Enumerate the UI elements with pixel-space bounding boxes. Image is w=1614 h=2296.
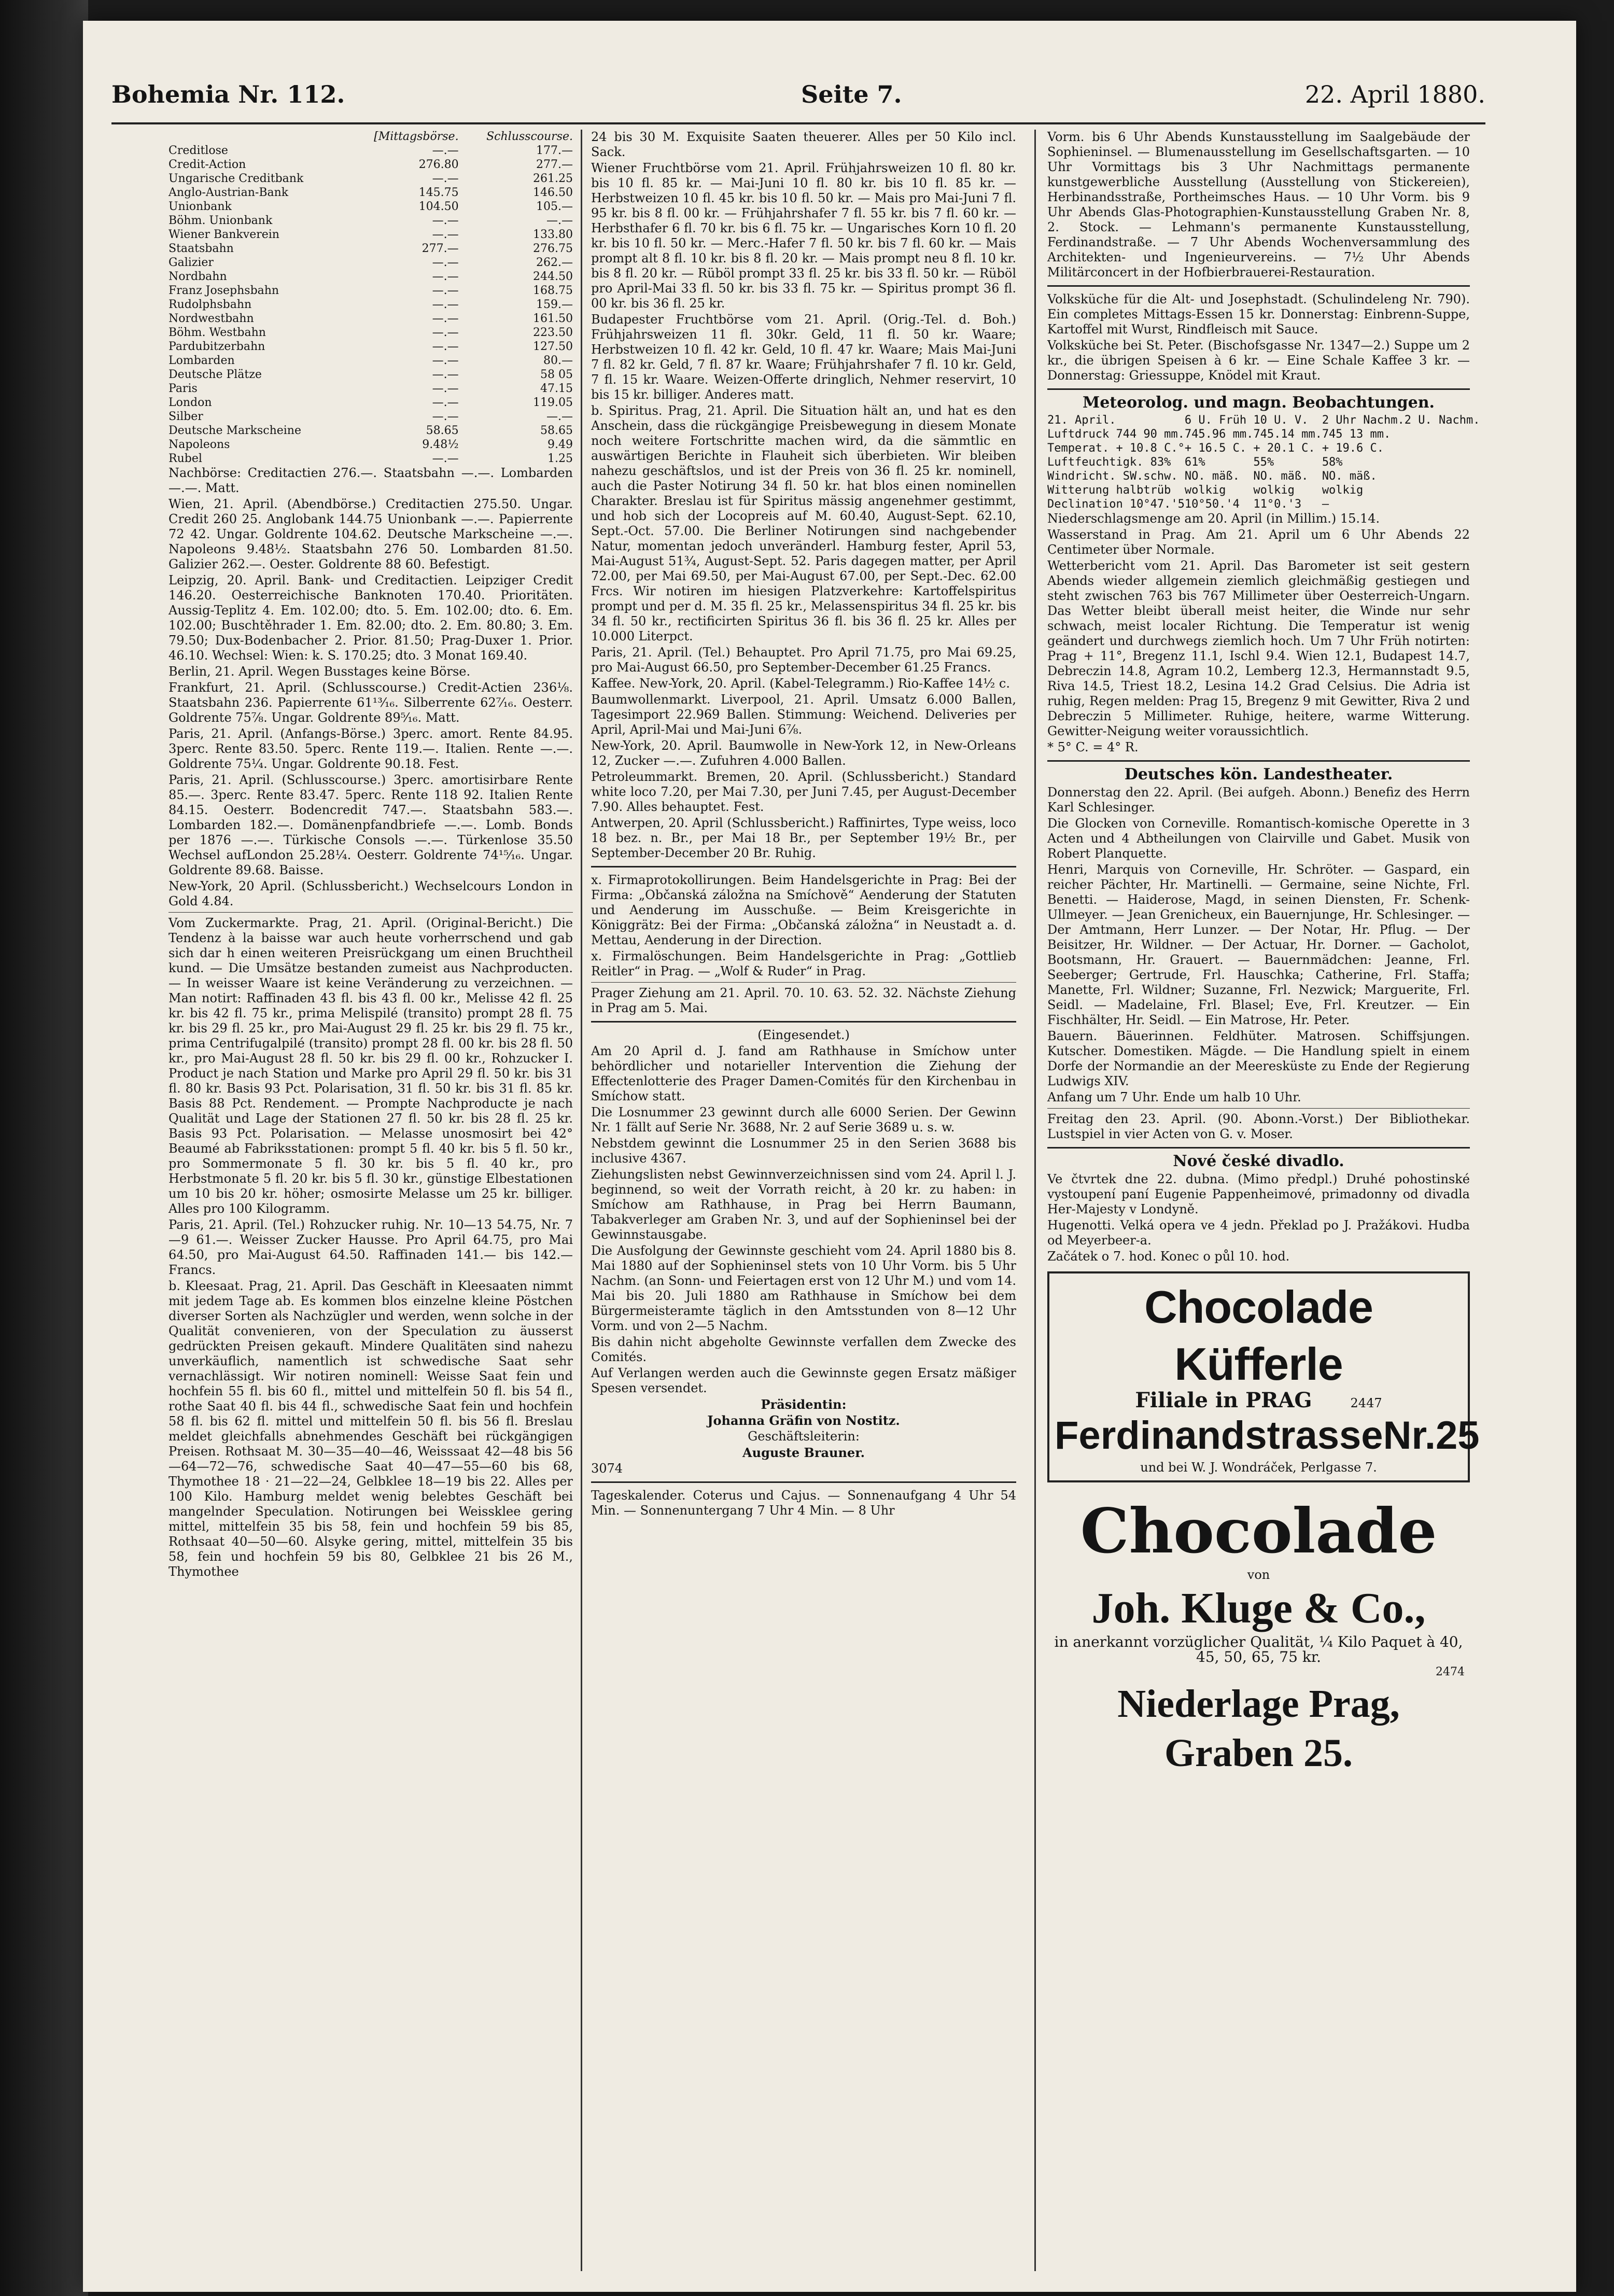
paragraph: Paris, 21. April. (Anfangs-Börse.) 3perc. amort. Rente 84.95. 3perc. Rente 83.50. 5perc. Rente 119.—. Italien. Rente —.—. Goldrente 75¼. Ungar. Goldrente 90.18. Fest. bbox=[169, 726, 573, 771]
paragraph: Paris, 21. April. (Tel.) Rohzucker ruhig. Nr. 10—13 54.75, Nr. 7—9 61.—. Weisser Zucker Hausse. Pro April 64.75, pro Mai 64.50, pro Mai-August 64.50. Raffinaden 141.— bis 142.— Francs. bbox=[169, 1217, 573, 1277]
weather-cell: Luftdruck 744 90 mm. bbox=[1047, 428, 1185, 441]
paragraph: Ziehungslisten nebst Gewinnverzeichnissen sind vom 24. April l. J. beginnend, so weit der Vorrath reicht, à 20 kr. zu haben: in Smíchow am Rathhause, in Prag bei Herrn Baumann, Tabakverleger am Graben Nr. 3, und auf der Sophieninsel bei der Gewinnstausgabe. bbox=[591, 1167, 1016, 1242]
weather-cell: 58% bbox=[1322, 456, 1343, 469]
paragraph: Auf Verlangen werden auch die Gewinnste gegen Ersatz mäßiger Spesen versendet. bbox=[591, 1366, 1016, 1395]
paragraph: Začátek o 7. hod. Konec o půl 10. hod. bbox=[1047, 1249, 1290, 1264]
stock-name: Creditlose bbox=[169, 144, 228, 157]
weather-cell: Windricht. SW.schw. bbox=[1047, 470, 1178, 483]
divider bbox=[591, 1021, 1016, 1023]
section-heading: (Eingesendet.) bbox=[757, 1028, 850, 1042]
table-row bbox=[169, 270, 573, 284]
stock-name: Pardubitzerbahn bbox=[169, 340, 265, 353]
stock-value: 276.80 bbox=[418, 158, 459, 171]
divider bbox=[169, 912, 573, 913]
signature-label: Präsidentin: bbox=[761, 1397, 847, 1412]
stock-value: —.— bbox=[432, 284, 459, 297]
stock-value: —.— bbox=[432, 298, 459, 311]
paragraph: Volksküche bei St. Peter. (Bischofsgasse Nr. 1347—2.) Suppe um 2 kr., die übrigen Speisen à 6 kr. — Eine Schale Kaffee 3 kr. — Donnerstag: Griessuppe, Knödel mit Kraut. bbox=[1047, 338, 1470, 383]
column-2 bbox=[591, 130, 1016, 1519]
paragraph: b. Kleesaat. Prag, 21. April. Das Geschäft in Kleesaaten nimmt mit jedem Tage ab. Es kommen blos einzelne kleine Pöstchen diverser Sorten als Nachzügler und werden, wenn solche in der Qualität convenieren, von der Speculation zu äusserst gedrückten Preisen gekauft. Mindere Qualitäten sind nahezu unverkäuflich, namentlich ist schwedische Saat sehr vernachlässigt. Wir notiren nominell: Weisse Saat fein und hochfein 55 fl. bis 60 fl., mittel und mittelfein 50 fl. bis 54 fl., rothe Saat 40 fl. bis 44 fl., schwedische Saat fein und hochfein 58 fl. bis 62 fl. mittel und mittelfein 50 fl. bis 56 fl. Breslau meldet gleichfalls abnehmendes Geschäft bei rückgängigen Preisen. Rothsaat M. 30—35—40—46, Weisssaat 42—48 bis 56—64—72—76, schwedische Saat 40—47—55—60 bis 68, Thymothee 18 · 21—22—24, Gelbklee 18—19 bis 22. Alles per 100 Kilo. Hamburg meldet wenig belebtes Geschäft bei mangelnder Speculation. Notirungen bei Weissklee gering mittel, mittelfein 35 bis 58, fein und hochfein 59 bis 85, Rothsaat 40—50—60. Alsyke gering, mittel, mittelfein 35 bis 58, fein und hochfein 59 bis 80, Gelbklee 21 bis 26 M., Thymothee bbox=[169, 1279, 573, 1579]
stock-value: —.— bbox=[546, 410, 573, 423]
weather-cell: wolkig bbox=[1322, 484, 1364, 497]
table-row bbox=[1047, 497, 1480, 511]
ad-number: 2447 bbox=[1350, 1396, 1382, 1410]
table-row bbox=[169, 200, 573, 214]
stock-name: Paris bbox=[169, 382, 198, 395]
stock-value: 58.65 bbox=[426, 424, 459, 437]
paragraph: Wetterbericht vom 21. April. Das Barometer ist seit gestern Abends wieder allgemein ziemlich gleichmäßig gestiegen und steht zwischen 763 bis 767 Millimeter über Oesterreich-Ungarn. Das Wetter bleibt überall meist heiter, die Winde nur sehr schwach, meist localer Richtung. Die Temperatur ist wenig geändert und durchwegs ziemlich hoch. Um 7 Uhr Früh notirten: Prag + 11°, Bregenz 11.1, Ischl 9.4. Wien 12.1, Budapest 14.7, Debreczin 14.8, Agram 10.2, Lemberg 12.3, Hermannstadt 9.5, Riva 14.5, Triest 18.2, Lesina 14.2 Grad Celsius. Die Adria ist ruhig, Regen melden: Prag 15, Bregenz 9 mit Gewitter, Riva 2 und Debreczin 5 Millimeter. Ruhige, heitere, warme Witterung. Gewitter-Neigung weiter voraussichtlich. bbox=[1047, 558, 1470, 738]
stock-value: 276.75 bbox=[533, 242, 573, 255]
paragraph: Petroleummarkt. Bremen, 20. April. (Schlussbericht.) Standard white loco 7.20, per Mai 7.30, per Juni 7.45, per August-December 7.90. Alles behauptet. Fest. bbox=[591, 769, 1016, 814]
paragraph: Henri, Marquis von Corneville, Hr. Schröter. — Gaspard, ein reicher Pächter, Hr. Martinelli. — Germaine, seine Nichte, Frl. Benetti. — Haiderose, Magd, in seinen Diensten, Fr. Schenk-Ullmeyer. — Jean Grenicheux, ein Bauernjunge, Hr. Schlesinger. — Der Amtmann, Herr Lunzer. — Der Notar, Hr. Pflug. — Der Beisitzer, Hr. Wildner. — Der Actuar, Hr. Dorner. — Gacholot, Bootsmann, Hr. Grauert. — Bauernmädchen: Jeanne, Frl. Seeberger; Gertrude, Frl. Hauschka; Catherine, Frl. Staffa; Manette, Frl. Wildner; Suzanne, Frl. Nezwick; Marguerite, Frl. Seidl. — Madelaine, Frl. Blasel; Eve, Frl. Kreutzer. — Ein Fischhälter, Hr. Seidl. — Ein Matrose, Hr. Peter. bbox=[1047, 862, 1470, 1027]
paragraph: Paris, 21. April. (Tel.) Behauptet. Pro April 71.75, pro Mai 69.25, pro Mai-August 66.50, pro September-December 61.25 Francs. bbox=[591, 645, 1016, 675]
stock-value: 58 05 bbox=[540, 368, 573, 381]
stock-name: Ungarische Creditbank bbox=[169, 172, 304, 185]
stock-value: —.— bbox=[432, 354, 459, 367]
paragraph: New-York, 20 April. (Schlussbericht.) Wechselcours London in Gold 4.84. bbox=[169, 879, 573, 908]
paragraph: Frankfurt, 21. April. (Schlusscourse.) Credit-Actien 236⅛. Staatsbahn 236. Papierrente 61¹³⁄₁₆. Silberrente 62⁷⁄₁₆. Oesterr. Goldrente 75⅞. Ungar. Goldrente 89⁵⁄₁₆. Matt. bbox=[169, 680, 573, 725]
stock-value: —.— bbox=[546, 214, 573, 227]
table-row bbox=[169, 340, 573, 354]
section-heading: Meteorolog. und magn. Beobachtungen. bbox=[1083, 394, 1435, 412]
weather-cell: wolkig bbox=[1253, 484, 1295, 497]
weather-head: 6 U. Früh bbox=[1184, 414, 1247, 427]
stock-name: Napoleons bbox=[169, 438, 230, 451]
table-row bbox=[1047, 427, 1480, 441]
paragraph: Freitag den 23. April. (90. Abonn.-Vorst.) Der Bibliothekar. Lustspiel in vier Acten von G. v. Moser. bbox=[1047, 1112, 1470, 1141]
stock-name: Böhm. Unionbank bbox=[169, 214, 273, 227]
stock-value: —.— bbox=[432, 396, 459, 409]
stock-name: Nordwestbahn bbox=[169, 312, 254, 325]
paragraph: Nebstdem gewinnt die Losnummer 25 in den Serien 3688 bis inclusive 4367. bbox=[591, 1136, 1016, 1166]
divider bbox=[1047, 1147, 1470, 1149]
paragraph: Wien, 21. April. (Abendbörse.) Creditactien 275.50. Ungar. Credit 260 25. Anglobank 144.75 Unionbank —.—. Papierrente 72 42. Ungar. Goldrente 104.62. Deutsche Markscheine —.—. Napoleons 9.48½. Staatsbahn 276 50. Lombarden 81.50. Galizier 262.—. Oester. Goldrente 88 60. Befestigt. bbox=[169, 497, 573, 571]
advertisement-kufferle bbox=[1047, 1271, 1480, 1482]
column-3 bbox=[1047, 130, 1480, 1783]
weather-cell: NO. mäß. bbox=[1184, 470, 1240, 483]
advertisement-kluge bbox=[1047, 1490, 1470, 1783]
ad-text: in anerkannt vorzüglicher Qualität, ¼ Kilo Paquet à 40, 45, 50, 65, 75 kr. bbox=[1054, 1633, 1463, 1665]
table-row bbox=[169, 186, 573, 200]
section-heading: Deutsches kön. Landestheater. bbox=[1124, 765, 1393, 783]
weather-head: 21. April. bbox=[1047, 414, 1116, 427]
ad-number: 3074 bbox=[591, 1461, 623, 1476]
weather-cell: 745 13 mm. bbox=[1322, 428, 1391, 441]
weather-cell: Luftfeuchtigk. 83% bbox=[1047, 456, 1171, 469]
column-divider bbox=[1034, 130, 1036, 2271]
table-row bbox=[169, 326, 573, 340]
signature-label: Geschäftsleiterin: bbox=[748, 1429, 860, 1444]
paragraph: Die Ausfolgung der Gewinnste geschieht vom 24. April 1880 bis 8. Mai 1880 auf der Sophieninsel stets von 10 Uhr Vorm. bis 5 Uhr Nachm. (an Sonn- und Feiertagen erst von 12 Uhr M.) und vom 14. Mai bis 20. Juli 1880 am Rathhause in Smíchow bei dem Bürgermeisteramte täglich in den Amtsstunden von 8—12 Uhr Vorm. und von 2—5 Nachm. bbox=[591, 1243, 1016, 1333]
stock-value: 145.75 bbox=[418, 186, 459, 199]
table-row bbox=[1047, 469, 1480, 483]
table-row bbox=[169, 424, 573, 438]
weather-cell: Witterung halbtrüb bbox=[1047, 484, 1171, 497]
table-row bbox=[1047, 441, 1480, 455]
paragraph: 24 bis 30 M. Exquisite Saaten theuerer. Alles per 50 Kilo incl. Sack. bbox=[591, 130, 1016, 159]
column-1 bbox=[169, 130, 573, 1580]
signature: Johanna Gräfin von Nostitz. bbox=[707, 1413, 900, 1428]
paragraph: Leipzig, 20. April. Bank- und Creditactien. Leipziger Credit 146.20. Oesterreichische Banknoten 170.40. Prioritäten. Aussig-Teplitz 4. Em. 102.00; dto. 5. Em. 102.00; dto. 6. Em. 102.00; Buschtěhrader 1. Em. 82.00; dto. 2. Em. 80.80; 3. Em. 79.50; Dux-Bodenbacher 2. Prior. 81.50; Prag-Duxer 1. Prior. 46.10. Wechsel: Wien: k. S. 170.25; dto. 3 Monat 169.40. bbox=[169, 573, 573, 663]
weather-cell: 745.14 mm. bbox=[1253, 428, 1322, 441]
weather-cell: + 16.5 C. bbox=[1184, 442, 1247, 455]
stock-value: 262.— bbox=[536, 256, 573, 269]
stock-value: 127.50 bbox=[533, 340, 573, 353]
stock-name: Deutsche Plätze bbox=[169, 368, 262, 381]
paragraph: Nachbörse: Creditactien 276.—. Staatsbahn —.—. Lombarden —.—. Matt. bbox=[169, 466, 573, 495]
stock-value: 223.50 bbox=[533, 326, 573, 339]
paragraph: b. Spiritus. Prag, 21. April. Die Situation hält an, und hat es den Anschein, dass die rückgängige Preisbewegung in diesem Monate noch weitere Fortschritte machen wird, da die sämmtlic en auswärtigen Berichte in Flauheit sich überbieten. Wir bleiben nahezu geschäftslos, und ist der Preis von 36 fl. 25 kr. nominell, auch die Paster Notirung 34 fl. 50 kr. hat blos einen nominellen Charakter. Breslau ist für Spiritus mässig angenehmer gestimmt, und hob sich der Locopreis auf M. 60.40, August-Sept. 62.10, Sept.-Oct. 57.00. Die Berliner Notirungen sind nachgebender Natur, momentan jedoch unveränderl. Hamburg fester, April 53, Mai-August 51¾, August-Sept. 52. Paris dagegen matter, per April 72.00, per Mai 69.50, per Mai-August 67.00, per Sept.-Dec. 62.00 Frcs. Wir notiren im hiesigen Platzverkehre: Kartoffelspiritus prompt und per d. M. 35 fl. 25 kr., Melassenspiritus 34 fl. 25 kr. bis 34 fl. 50 kr., rectificirten Spiritus 36 fl. bis 36 fl. 25 kr. Alles per 10.000 Literpct. bbox=[591, 403, 1016, 643]
weather-table bbox=[1047, 413, 1480, 511]
weather-head: 2 Uhr Nachm. bbox=[1322, 414, 1405, 427]
divider bbox=[1047, 760, 1470, 762]
stock-value: —.— bbox=[432, 172, 459, 185]
weather-cell: NO. mäß. bbox=[1322, 470, 1377, 483]
header-rule bbox=[111, 122, 1485, 124]
paragraph: Wasserstand in Prag. Am 21. April um 6 Uhr Abends 22 Centimeter über Normale. bbox=[1047, 527, 1470, 557]
stock-value: 146.50 bbox=[533, 186, 573, 199]
weather-cell: wolkig bbox=[1184, 484, 1226, 497]
ad-title: Chocolade Küfferle bbox=[1144, 1281, 1373, 1390]
table-row bbox=[1047, 413, 1480, 427]
stock-value: 58.65 bbox=[540, 424, 573, 437]
weather-cell: 55% bbox=[1253, 456, 1274, 469]
paragraph: Kaffee. New-York, 20. April. (Kabel-Telegramm.) Rio-Kaffee 14½ c. bbox=[591, 676, 1010, 691]
table-head: Schlusscourse. bbox=[486, 130, 573, 143]
table-row bbox=[169, 438, 573, 452]
stock-value: —.— bbox=[432, 326, 459, 339]
ad-title: Chocolade bbox=[1080, 1495, 1437, 1567]
table-row bbox=[169, 284, 573, 298]
stock-value: 104.50 bbox=[418, 200, 459, 213]
table-row bbox=[169, 256, 573, 270]
stock-value: 119.05 bbox=[533, 396, 573, 409]
weather-cell: 10°50.'4 bbox=[1184, 498, 1240, 511]
weather-cell: — bbox=[1322, 498, 1329, 511]
table-row bbox=[169, 382, 573, 396]
issue-date: 22. April 1880. bbox=[1304, 80, 1485, 108]
stock-name: Deutsche Markscheine bbox=[169, 424, 301, 437]
weather-head: 2 U. Nachm. bbox=[1404, 414, 1480, 427]
paragraph: Hugenotti. Velká opera ve 4 jedn. Překlad po J. Pražákovi. Hudba od Meyerbeer-a. bbox=[1047, 1218, 1470, 1248]
weather-cell: Declination 10°47.'5 bbox=[1047, 498, 1185, 511]
weather-cell: + 19.6 C. bbox=[1322, 442, 1384, 455]
paragraph: Bauern. Bäuerinnen. Feldhüter. Matrosen. Schiffsjungen. Kutscher. Domestiken. Mägde. — Die Handlung spielt in einem Dorfe der Normandie an der Meeresküste zu Ende der Regierung Ludwigs XIV. bbox=[1047, 1029, 1470, 1088]
stock-name: Silber bbox=[169, 410, 203, 423]
paragraph: Prager Ziehung am 21. April. 70. 10. 63. 52. 32. Nächste Ziehung in Prag am 5. Mai. bbox=[591, 986, 1016, 1015]
weather-head: 10 U. V. bbox=[1253, 414, 1309, 427]
stock-value: 244.50 bbox=[533, 270, 573, 283]
stock-name: Credit-Action bbox=[169, 158, 246, 171]
paragraph: Budapester Fruchtbörse vom 21. April. (Orig.-Tel. d. Boh.) Frühjahrsweizen 11 fl. 30kr. Geld, 11 fl. 50 kr. Waare; Herbstweizen 10 fl. 42 kr. Geld, 10 fl. 47 kr. Waare; Mais Mai-Juni 7 fl. 82 kr. Geld, 7 fl. 87 kr. Waare; Frühjahrshafer 7 fl. 10 kr. Geld, 7 fl. 15 kr. Waare. Weizen-Offerte dringlich, Nehmer reservirt, 10 bis 15 kr. billiger. Anderes matt. bbox=[591, 312, 1016, 402]
weather-cell: Temperat. + 10.8 C.° bbox=[1047, 442, 1185, 455]
stock-name: Galizier bbox=[169, 256, 214, 269]
stock-name: Böhm. Westbahn bbox=[169, 326, 266, 339]
scan-edge bbox=[0, 0, 88, 2296]
stock-value: 277.— bbox=[422, 242, 459, 255]
table-row bbox=[169, 228, 573, 242]
page-number: Seite 7. bbox=[801, 80, 902, 108]
page-header bbox=[111, 75, 1485, 122]
paragraph: Wiener Fruchtbörse vom 21. April. Frühjahrsweizen 10 fl. 80 kr. bis 10 fl. 85 kr. — Mai-Juni 10 fl. 80 kr. bis 10 fl. 85 kr. — Herbstweizen 10 fl. 45 kr. bis 10 fl. 50 kr. — Mais pro Mai-Juni 7 fl. 95 kr. bis 8 fl. 00 kr. — Frühjahrshafer 7 fl. 55 kr. bis 7 fl. 60 kr. — Herbsthafer 6 fl. 70 kr. bis 6 fl. 75 kr. — Ungarisches Korn 10 fl. 20 kr. bis 10 fl. 50 kr. — Merc.-Hafer 7 fl. 50 kr. bis 7 fl. 60 kr. — Mais prompt alt 8 fl. 10 kr. bis 8 fl. 20 kr. — Mais prompt neu 8 fl. 10 kr. bis 8 fl. 20 kr. — Rüböl prompt 33 fl. 25 kr. bis 33 fl. 50 kr. — Rüböl pro April-Mai 33 fl. 50 kr. bis 33 fl. 75 kr. — Spiritus prompt 36 fl. 00 kr. bis 36 fl. 25 kr. bbox=[591, 161, 1016, 311]
ad-line bbox=[1055, 1388, 1463, 1412]
paragraph: Baumwollenmarkt. Liverpool, 21. April. Umsatz 6.000 Ballen, Tagesimport 22.969 Ballen. Stimmung: Weichend. Deliveries per April, April-Mai und Mai-Juni 6⅞. bbox=[591, 692, 1016, 737]
ad-firm: Joh. Kluge & Co., bbox=[1091, 1584, 1426, 1632]
stock-value: 159.— bbox=[536, 298, 573, 311]
stock-value: 277.— bbox=[536, 158, 573, 171]
table-row bbox=[169, 144, 573, 158]
stock-value: —.— bbox=[432, 382, 459, 395]
stock-table bbox=[169, 130, 573, 466]
table-row bbox=[169, 158, 573, 172]
table-row bbox=[169, 368, 573, 382]
paragraph: Antwerpen, 20. April (Schlussbericht.) Raffinirtes, Type weiss, loco 18 bez. n. Br., per Mai 18 Br., per September 19½ Br., per September-December 20 Br. Ruhig. bbox=[591, 816, 1016, 860]
stock-name: Unionbank bbox=[169, 200, 232, 213]
paragraph: Volksküche für die Alt- und Josephstadt. (Schulindeleng Nr. 790). Ein completes Mittags-Essen 15 kr. Donnerstag: Einbrenn-Suppe, Kartoffel mit Wurst, Rindfleisch mit Sauce. bbox=[1047, 292, 1470, 337]
stock-value: 9.48½ bbox=[422, 438, 459, 451]
divider bbox=[591, 866, 1016, 867]
divider bbox=[591, 982, 1016, 983]
table-row bbox=[169, 172, 573, 186]
stock-value: 105.— bbox=[536, 200, 573, 213]
paragraph: Ve čtvrtek dne 22. dubna. (Mimo předpl.) Druhé pohostinské vystoupení paní Eugenie Pappenheimové, primadonny od divadla Her-Majesty v Londyně. bbox=[1047, 1172, 1470, 1216]
paragraph: * 5° C. = 4° R. bbox=[1047, 740, 1139, 754]
table-row bbox=[1047, 483, 1480, 497]
ad-address: FerdinandstrasseNr.25 bbox=[1055, 1413, 1480, 1458]
stock-value: 1.25 bbox=[548, 452, 573, 465]
column-divider bbox=[581, 130, 582, 2271]
paragraph: New-York, 20. April. Baumwolle in New-York 12, in New-Orleans 12, Zucker —.—. Zufuhren 4.000 Ballen. bbox=[591, 738, 1016, 768]
stock-value: 261.25 bbox=[533, 172, 573, 185]
stock-name: Nordbahn bbox=[169, 270, 227, 283]
stock-value: —.— bbox=[432, 256, 459, 269]
divider bbox=[1047, 1108, 1470, 1109]
stock-value: —.— bbox=[432, 312, 459, 325]
table-row bbox=[169, 242, 573, 256]
divider bbox=[591, 1481, 1016, 1483]
stock-value: 168.75 bbox=[533, 284, 573, 297]
table-row bbox=[169, 410, 573, 424]
table-row bbox=[169, 452, 573, 466]
stock-value: —.— bbox=[432, 340, 459, 353]
ad-address: Niederlage Prag, Graben 25. bbox=[1117, 1682, 1400, 1775]
stock-value: —.— bbox=[432, 410, 459, 423]
stock-value: —.— bbox=[432, 270, 459, 283]
stock-name: Rudolphsbahn bbox=[169, 298, 252, 311]
ad-von: von bbox=[1247, 1567, 1270, 1582]
stock-value: 161.50 bbox=[533, 312, 573, 325]
table-row bbox=[1047, 455, 1480, 469]
section-heading: Nové české divadlo. bbox=[1173, 1152, 1344, 1170]
stock-value: —.— bbox=[432, 214, 459, 227]
paragraph: Niederschlagsmenge am 20. April (in Millim.) 15.14. bbox=[1047, 511, 1380, 526]
paragraph: Die Losnummer 23 gewinnt durch alle 6000 Serien. Der Gewinn Nr. 1 fällt auf Serie Nr. 3688, Nr. 2 auf Serie 3689 u. s. w. bbox=[591, 1105, 1016, 1135]
stock-value: 47.15 bbox=[540, 382, 573, 395]
stock-value: —.— bbox=[432, 144, 459, 157]
paragraph: Paris, 21. April. (Schlusscourse.) 3perc. amortisirbare Rente 85.—. 3perc. Rente 83.47. 5perc. Rente 118 92. Italien Rente 84.15. Oesterr. Bodencredit 747.—. Staatsbahn 583.—. Lombarden 182.—. Domänenpfandbriefe —.—. Lomb. Bonds per 1876 —.—. Türkische Consols —.—. Türkenlose 35.50 Wechsel aufLondon 25.28¼. Oesterr. Goldrente 74¹⁵⁄₁₆. Ungar. Goldrente 89.68. Baisse. bbox=[169, 773, 573, 877]
paragraph: Vom Zuckermarkte. Prag, 21. April. (Original-Bericht.) Die Tendenz à la baisse war auch heute vorherrschend und gab sich dar h einen weiteren Preisrückgang um einen Bruchtheil kund. — Die Umsätze bestanden zumeist aus Nachproducten. — In weisser Waare ist keine Veränderung zu verzeichnen. — Man notirt: Raffinaden 43 fl. bis 43 fl. 00 kr., Melisse 42 fl. 25 kr. bis 42 fl. 75 kr., prima Melispilé (transito) prompt 28 fl. 75 kr. bis 29 fl. 25 kr., pro Mai-August 29 fl. 25 kr. bis 29 fl. 75 kr., prima Centrifugalpilé (transito) prompt 28 fl. 00 kr. bis 28 fl. 50 kr., pro Mai-August 28 fl. 50 kr. bis 29 fl. 00 kr., Rohzucker I. Product je nach Station und Marke pro April 29 fl. 50 kr. bis 31 fl. 80 kr. Basis 93 Pct. Polarisation, 31 fl. 50 kr. bis 31 fl. 85 kr. Basis 88 Pct. Rendement. — Prompte Nachproducte je nach Qualität und Lage der Stationen 27 fl. 50 kr. bis 28 fl. 25 kr. Basis 93 Pct. Polarisation. — Melasse unosmosirt bei 42° Beaumé ab Fabriksstationen: prompt 5 fl. 40 kr. bis 5 fl. 50 kr., pro Sommermonate 5 fl. 30 kr. bis 5 fl. 40 kr., pro Herbstmonate 5 fl. 20 kr. bis 5 fl. 30 kr., günstige Elbestationen um 10 bis 20 kr. höher; osmosirte Melasse um 25 kr. billiger. Alles pro 100 Kilogramm. bbox=[169, 916, 573, 1216]
paragraph: Vorm. bis 6 Uhr Abends Kunstausstellung im Saalgebäude der Sophieninsel. — Blumenausstellung im Gesellschaftsgarten. — 10 Uhr Vormittags bis 3 Uhr Nachmittags permanente kunstgewerbliche Ausstellung (Ausstellung von Stickereien), Herbinandsstraße, Portheimsches Haus. — 10 Uhr Vorm. bis 9 Uhr Abends Glas-Photographien-Kunstausstellung Graben Nr. 8, 2. Stock. — Lehmann's permanente Kunstausstellung, Ferdinandstraße. — 7 Uhr Abends Wochenversammlung des Architekten- und Ingenieurvereins. — 7½ Uhr Abends Militärconcert in der Hofbierbrauerei-Restauration. bbox=[1047, 130, 1470, 279]
ad-branch: Filiale in PRAG bbox=[1135, 1388, 1312, 1412]
table-head: [Mittagsbörse. bbox=[374, 130, 459, 143]
stock-value: —.— bbox=[432, 452, 459, 465]
table-row bbox=[169, 214, 573, 228]
weather-cell: 61% bbox=[1184, 456, 1205, 469]
paragraph: x. Firmaprotokollirungen. Beim Handelsgerichte in Prag: Bei der Firma: „Občanská záložna na Smíchově“ Aenderung der Statuten und Aenderung im Ausschuße. — Beim Kreisgerichte in Königgrätz: Bei der Firma: „Občanská záložna“ in Neustadt a. d. Mettau, Aenderung in der Direction. bbox=[591, 873, 1016, 947]
weather-cell: 745.96 mm. bbox=[1184, 428, 1254, 441]
weather-cell: 11°0.'3 bbox=[1253, 498, 1302, 511]
stock-name: Anglo-Austrian-Bank bbox=[169, 186, 289, 199]
divider bbox=[1047, 285, 1470, 287]
signature: Auguste Brauner. bbox=[742, 1445, 865, 1460]
paragraph: Tageskalender. Coterus und Cajus. — Sonnenaufgang 4 Uhr 54 Min. — Sonnenuntergang 7 Uhr 4 Min. — 8 Uhr bbox=[591, 1488, 1016, 1518]
stock-value: —.— bbox=[432, 368, 459, 381]
paragraph: Anfang um 7 Uhr. Ende um halb 10 Uhr. bbox=[1047, 1090, 1301, 1104]
paragraph: Bis dahin nicht abgeholte Gewinnste verfallen dem Zwecke des Comités. bbox=[591, 1335, 1016, 1364]
paragraph: Berlin, 21. April. Wegen Busstages keine Börse. bbox=[169, 664, 471, 679]
stock-value: 133.80 bbox=[533, 228, 573, 241]
stock-name: Staatsbahn bbox=[169, 242, 234, 255]
stock-value: 177.— bbox=[536, 144, 573, 157]
table-row bbox=[169, 298, 573, 312]
paragraph: x. Firmalöschungen. Beim Handelsgerichte in Prag: „Gottlieb Reitler“ in Prag. — „Wolf & Ruder“ in Prag. bbox=[591, 949, 1016, 978]
stock-name: London bbox=[169, 396, 212, 409]
stock-value: —.— bbox=[432, 228, 459, 241]
table-row bbox=[169, 354, 573, 368]
stock-name: Lombarden bbox=[169, 354, 235, 367]
paragraph: Donnerstag den 22. April. (Bei aufgeh. Abonn.) Benefiz des Herrn Karl Schlesinger. bbox=[1047, 785, 1470, 815]
stock-value: 9.49 bbox=[548, 438, 573, 451]
table-row bbox=[169, 396, 573, 410]
masthead: Bohemia Nr. 112. bbox=[111, 80, 345, 108]
paragraph: Am 20 April d. J. fand am Rathhause in Smíchow unter behördlicher und notarieller Intervention die Ziehung der Effectenlotterie des Prager Damen-Comités für den Kirchenbau in Smíchow statt. bbox=[591, 1044, 1016, 1103]
stock-name: Franz Josephsbahn bbox=[169, 284, 279, 297]
stock-name: Rubel bbox=[169, 452, 202, 465]
stock-name: Wiener Bankverein bbox=[169, 228, 279, 241]
divider bbox=[1047, 388, 1470, 390]
weather-cell: NO. mäß. bbox=[1253, 470, 1309, 483]
ad-number: 2474 bbox=[1436, 1665, 1465, 1678]
paragraph: Die Glocken von Corneville. Romantisch-komische Operette in 3 Acten und 4 Abtheilungen von Clairville und Gabet. Musik von Robert Planquette. bbox=[1047, 816, 1470, 861]
ad-subline: und bei W. J. Wondráček, Perlgasse 7. bbox=[1140, 1460, 1377, 1475]
table-row bbox=[169, 312, 573, 326]
stock-value: 80.— bbox=[543, 354, 573, 367]
weather-cell: + 20.1 C. bbox=[1253, 442, 1315, 455]
